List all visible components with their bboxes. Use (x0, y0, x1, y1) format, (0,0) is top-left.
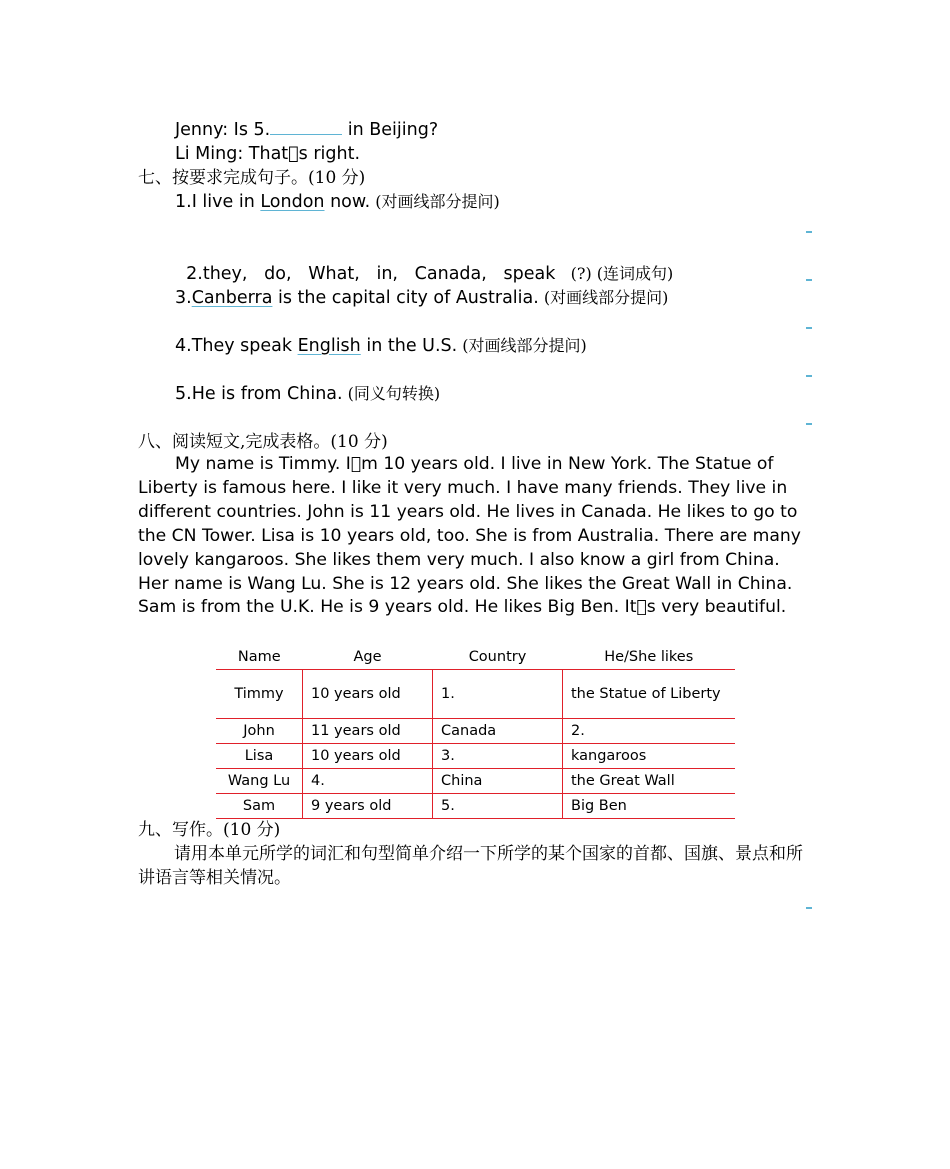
section7-q1 (175, 190, 500, 214)
table-cell-blank[interactable]: 5. (433, 794, 563, 819)
writing-prompt (138, 842, 814, 890)
table-row (216, 744, 735, 769)
table-cell: Sam (216, 794, 303, 819)
table-cell: Timmy (216, 670, 303, 719)
dialogue-liming: Li Ming: That s right. (175, 144, 361, 164)
q4-text-before: 4.They speak (175, 336, 298, 356)
table-header-likes: He/She likes (563, 645, 736, 670)
section7-q4 (175, 334, 587, 358)
q3-text-before: 3. (175, 288, 192, 308)
info-table (216, 645, 735, 819)
q5-instruction: (同义句转换) (342, 384, 441, 403)
table-cell: John (216, 719, 303, 744)
table-cell: 10 years old (303, 670, 433, 719)
table-cell: Canada (433, 719, 563, 744)
table-row (216, 719, 735, 744)
table-cell: the Great Wall (563, 769, 736, 794)
table-cell: Lisa (216, 744, 303, 769)
answer-blank-5[interactable] (270, 118, 342, 135)
table-row (216, 769, 735, 794)
section7-q3 (175, 286, 668, 310)
table-cell: Wang Lu (216, 769, 303, 794)
q4-underlined-word: English (297, 336, 361, 356)
dialogue-jenny (175, 118, 438, 142)
reading-passage (138, 453, 814, 620)
answer-line-q4[interactable] (806, 375, 812, 377)
table-cell: 10 years old (303, 744, 433, 769)
table-cell: 9 years old (303, 794, 433, 819)
dialogue-jenny-suffix: in Beijing? (342, 120, 439, 140)
q1-instruction: (对画线部分提问) (370, 192, 500, 211)
table-row (216, 670, 735, 719)
section8-header: 八、阅读短文,完成表格。(10 分) (138, 432, 388, 452)
q4-text-after: in the U.S. (360, 336, 458, 356)
answer-line-q5[interactable] (806, 423, 812, 425)
writing-prompt-text: 请用本单元所学的词汇和句型简单介绍一下所学的某个国家的首都、国旗、景点和所讲语言等相关情况。 (138, 844, 803, 888)
reading-passage-text: My name is Timmy. I m 10 years old. I live in New York. The Statue of Liberty is famous here. I like it very much. I have many friends. They live in different countries. John is 11 years old. He lives in Canada. He likes to go to the CN Tower. Lisa is 10 years old, too. She is from Australia. There are many lovely kangaroos. She likes them very much. I also know a girl from China. Her name is Wang Lu. She is 12 years old. She likes the Great Wall in China. Sam is from the U.K. He is 9 years old. He likes Big Ben. It s very beautiful. (138, 454, 801, 618)
table-cell: China (433, 769, 563, 794)
q4-instruction: (对画线部分提问) (457, 336, 587, 355)
writing-answer-line[interactable] (806, 907, 812, 909)
answer-line-q3[interactable] (806, 327, 812, 329)
table-cell: kangaroos (563, 744, 736, 769)
section7-header: 七、按要求完成句子。(10 分) (138, 168, 366, 188)
table-cell: 11 years old (303, 719, 433, 744)
q1-text-before: 1.I live in (175, 192, 261, 212)
table-cell-blank[interactable]: 4. (303, 769, 433, 794)
table-header-name: Name (216, 645, 303, 670)
table-cell-blank[interactable]: 1. (433, 670, 563, 719)
table-cell-blank[interactable]: 2. (563, 719, 736, 744)
q1-underlined-word: London (260, 192, 325, 212)
table-row (216, 794, 735, 819)
q2-words: 2.they, do, What, in, Canada, speak (186, 264, 556, 284)
section9-header: 九、写作。(10 分) (138, 820, 281, 840)
answer-line-q1[interactable] (806, 231, 812, 233)
table-header-row (216, 645, 735, 670)
table-header-country: Country (433, 645, 563, 670)
section7-q5 (175, 382, 440, 406)
table-header-age: Age (303, 645, 433, 670)
q2-instruction: (?) (连词成句) (555, 264, 674, 283)
table-cell: the Statue of Liberty (563, 670, 736, 719)
q3-text-after: is the capital city of Australia. (272, 288, 539, 308)
section7-q2 (175, 238, 673, 286)
answer-line-q2[interactable] (806, 279, 812, 281)
q3-instruction: (对画线部分提问) (538, 288, 669, 307)
dialogue-jenny-prefix: Jenny: Is 5. (175, 120, 271, 140)
table-cell-blank[interactable]: 3. (433, 744, 563, 769)
q5-text: 5.He is from China. (175, 384, 343, 404)
table-cell: Big Ben (563, 794, 736, 819)
q1-text-after: now. (324, 192, 371, 212)
q3-underlined-word: Canberra (191, 288, 273, 308)
